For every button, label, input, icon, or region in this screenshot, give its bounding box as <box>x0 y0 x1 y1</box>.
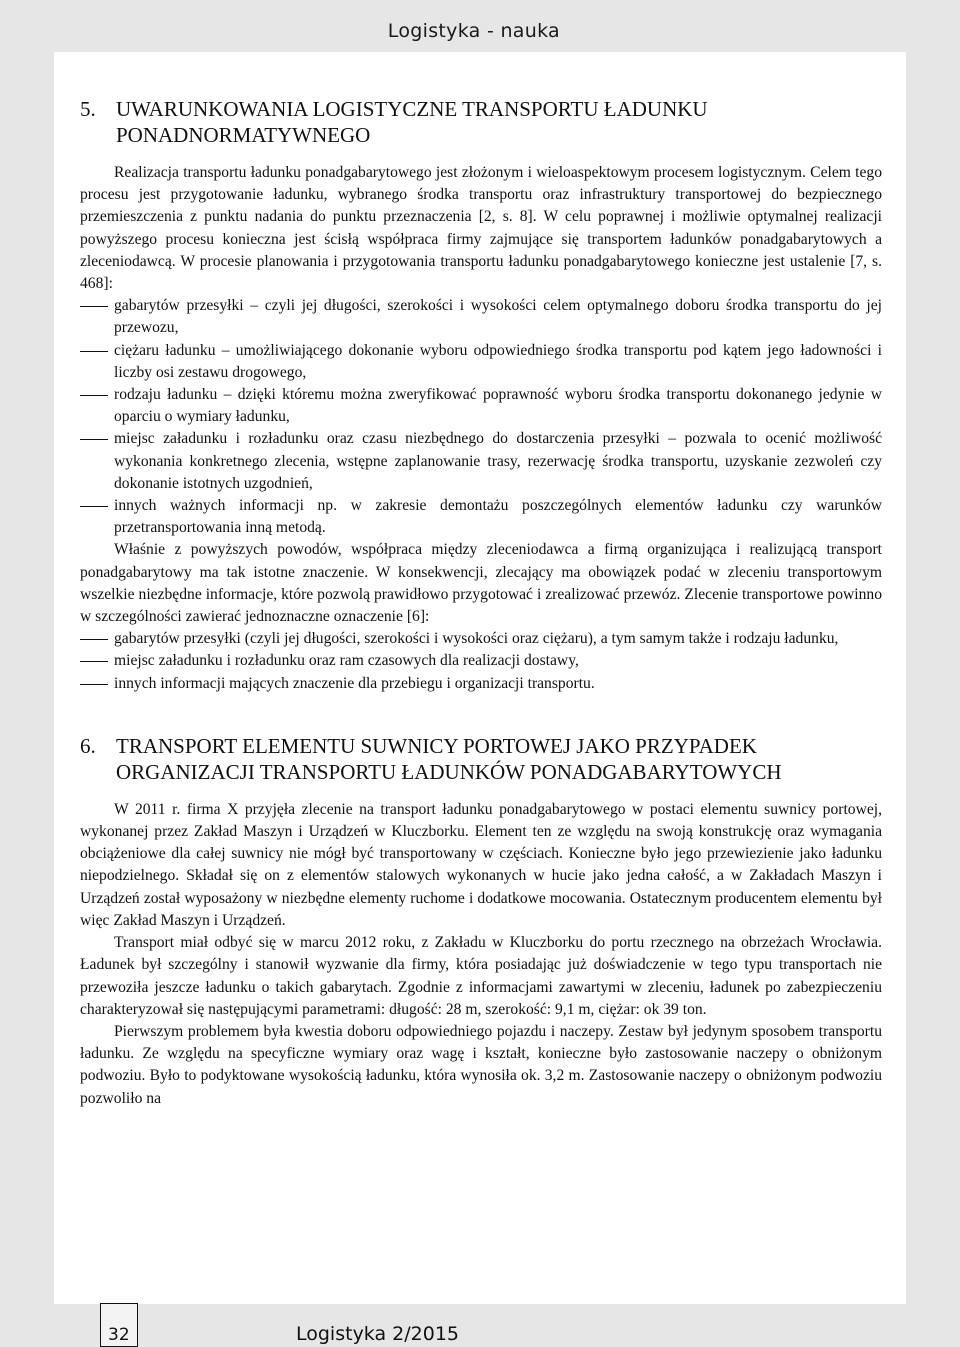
section-6-title: TRANSPORT ELEMENTU SUWNICY PORTOWEJ JAKO PRZYPADEK ORGANIZACJI TRANSPORTU ŁADUNKÓW PONADGABARYTOWYCH <box>116 733 782 784</box>
list-item: rodzaju ładunku – dzięki któremu można zweryfikować poprawność wyboru środka transportu dokonanego jedynie w oparciu o wymiary ładunku, <box>80 384 882 428</box>
section-6-paragraph-2: Transport miał odbyć się w marcu 2012 roku, z Zakładu w Kluczborku do portu rzecznego na obrzeżach Wrocławia. Ładunek był szczególny i stanowił wyzwanie dla firmy, która posiadając już doświadczenie w tego typu transportach nie przewoziła jeszcze ładunku o takich gabarytach. Zgodnie z informacjami zawartymi w zleceniu, ładunek po zabezpieczeniu charakteryzował się następującymi parametrami: długość: 28 m, szerokość: 9,1 m, ciężar: ok 39 ton. <box>80 934 882 1018</box>
list-item: gabarytów przesyłki – czyli jej długości, szerokości i wysokości celem optymalnego doboru środka transportu do jej przewozu, <box>80 295 882 339</box>
list-item: innych ważnych informacji np. w zakresie demontażu poszczególnych elementów ładunku czy warunków przetransportowania inną metodą. <box>80 495 882 539</box>
journal-footer: Logistyka 2/2015 <box>296 1323 460 1345</box>
section-5-paragraph-2: Właśnie z powyższych powodów, współpraca między zleceniodawca a firmą organizująca i realizującą transport ponadgabarytowy ma tak istotne znaczenie. W konsekwencji, zlecający ma obowiązek podać w zleceniu transportowym wszelkie niezbędne informacje, które pozwolą prawidłowo przygotować i zrealizować przewóz. Zlecenie transportowe powinno w szczególności zawierać jednoznaczne oznaczenie [6]: <box>80 541 882 626</box>
list-item: miejsc załadunku i rozładunku oraz czasu niezbędnego do dostarczenia przesyłki – pozwala to ocenić możliwość wykonania konkretnego zlecenia, wstępne zaplanowanie trasy, rezerwację środka transportu, uzyskanie zezwoleń czy dokonanie istotnych uzgodnień, <box>80 428 882 495</box>
page-number: 32 <box>108 1325 130 1345</box>
section-5-list-2 <box>80 628 882 695</box>
section-5-title: UWARUNKOWANIA LOGISTYCZNE TRANSPORTU ŁADUNKU PONADNORMATYWNEGO <box>116 97 708 147</box>
list-item: innych informacji mających znaczenie dla przebiegu i organizacji transportu. <box>80 673 882 695</box>
section-6-number: 6. <box>80 733 96 758</box>
running-title: Logistyka - nauka <box>387 20 560 42</box>
section-5-number: 5. <box>80 97 96 121</box>
section-5-paragraph-1: Realizacja transportu ładunku ponadgabarytowego jest złożonym i wieloaspektowym procesem logistycznym. Celem tego procesu jest przygotowanie ładunku, wybranego środka transportu oraz infrastruktury transportowej do bezpiecznego przemieszczenia z punktu nadania do punktu przeznaczenia [2, s. 8]. W celu poprawnej i możliwie optymalnej realizacji powyższego procesu konieczna jest ścisłą współpraca firmy zajmujące się transportem ładunków ponadgabarytowych a zleceniodawcą. W procesie planowania i przygotowania transportu ładunku ponadgabarytowego konieczne jest ustalenie [7, s. 468]: <box>80 164 882 293</box>
section-5-heading <box>80 96 882 148</box>
page-sheet <box>54 52 906 1304</box>
article-body <box>80 96 882 1110</box>
section-6-paragraph-1: W 2011 r. firma X przyjęła zlecenie na transport ładunku ponadgabarytowego w postaci elementu suwnicy portowej, wykonanej przez Zakład Maszyn i Urządzeń w Kluczborku. Element ten ze względu na swoją konstrukcję oraz wymagania obciążeniowe dla całej suwnicy nie mógł być transportowany w częściach. Konieczne było jego przewiezienie jako ładunku niepodzielnego. Składał się on z elementów stalowych wykonanych w hucie jako jedna całość, a w Zakładach Maszyn i Urządzeń został wyposażony w niezbędne elementy ruchome i dodatkowe mocowania. Ostatecznym producentem elementu był więc Zakład Maszyn i Urządzeń. <box>80 800 882 929</box>
header-band <box>0 0 960 52</box>
section-6-heading <box>80 733 882 785</box>
section-5-list-1 <box>80 295 882 539</box>
list-item: ciężaru ładunku – umożliwiającego dokonanie wyboru odpowiedniego środka transportu pod kątem jego ładowności i liczby osi zestawu drogowego, <box>80 340 882 384</box>
list-item: miejsc załadunku i rozładunku oraz ram czasowych dla realizacji dostawy, <box>80 650 882 672</box>
list-item: gabarytów przesyłki (czyli jej długości, szerokości i wysokości oraz ciężaru), a tym samym także i rodzaju ładunku, <box>80 628 882 650</box>
section-6-paragraph-3: Pierwszym problemem była kwestia doboru odpowiedniego pojazdu i naczepy. Zestaw był jedynym sposobem transportu ładunku. Ze względu na specyficzne wymiary oraz wagę i kształt, konieczne było zastosowanie naczepy o obniżonym podwoziu. Było to podyktowane wysokością ładunku, która wynosiła ok. 3,2 m. Zastosowanie naczepy o obniżonym podwoziu pozwoliło na <box>80 1022 882 1107</box>
